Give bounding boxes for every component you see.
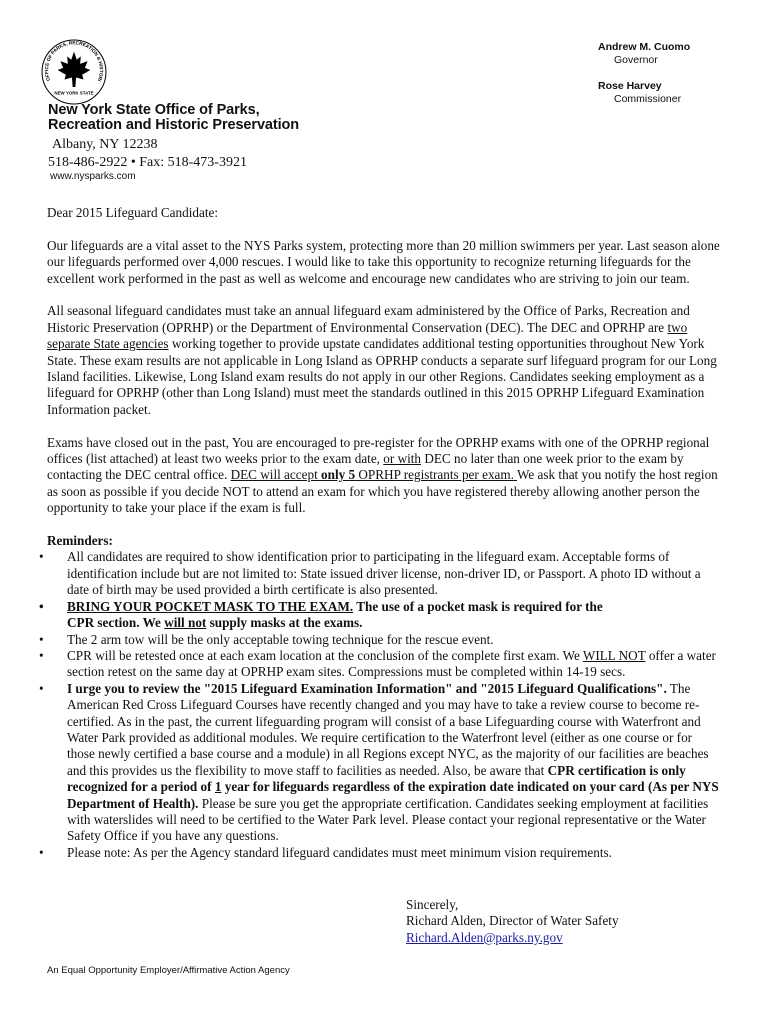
reminder-cpr-recognition: CPR certification is only recognized for a period of [67, 762, 686, 795]
para3-text-a: Exams have closed out in the past, You are encouraged to pre-register for the OPRHP exams with one of the OPRHP regional offices (list attached) at least two weeks prior to the exam date, [47, 434, 710, 467]
para3-only-5: only 5 [321, 467, 356, 483]
reminder-text-a: CPR will be retested once at each exam location at the conclusion of the complete first exam. We [67, 647, 583, 663]
reminder-text: All candidates are required to show identification prior to participating in the lifeguard exam. Acceptable forms of identification include but are not limited to: State issued driver license, non-driver ID, or Passport. A photo ID without a date of birth may be used provided a birth certificate is also presented. [67, 549, 701, 598]
footer-eoe: An Equal Opportunity Employer/Affirmative Action Agency [47, 965, 290, 976]
salutation: Dear 2015 Lifeguard Candidate: [47, 205, 219, 220]
bullet: • [39, 647, 44, 663]
para2-text-c: working together to provide upstate candidates additional testing opportunities throughout New York State. These exam results are not applicable in Long Island as OPRHP conducts a separate surf lifeguard program for our Long Island facilities. Likewise, Long Island exam results do not apply in our other Regions. Candidates seeking employment as a lifeguard for OPRHP (other than Long Island) must meet the standards outlined in this 2015 OPRHP Lifeguard Examination Information packet. [47, 336, 717, 417]
governor-name: Andrew M. Cuomo [598, 41, 691, 53]
address-city: Albany, NY 12238 [52, 137, 158, 152]
reminders-heading: Reminders: [47, 533, 113, 549]
reminder-review-heading: I urge you to review the "2015 Lifeguard Examination Information" and "2015 Lifeguard Qualifications". [67, 680, 667, 696]
reminder-text: The 2 arm tow will be the only acceptable towing technique for the rescue event. [67, 631, 494, 647]
bullet: • [39, 680, 44, 696]
reminder-cpr-retest [39, 647, 723, 681]
reminder-vision [39, 844, 723, 861]
reminder-review-docs [39, 680, 723, 845]
org-name-line1: New York State Office of Parks, [48, 102, 260, 118]
paragraph-exam-agencies [47, 303, 723, 418]
paragraph-intro: Our lifeguards are a vital asset to the NYS Parks system, protecting more than 20 million swimmers per year. Last season alone our lifeguards performed over 4,000 rescues. I would like to take this opportunity to recognize returning lifeguards for the excellent work performed in the past as well as welcome and encourage new candidates who are striving to join our team. [47, 237, 720, 286]
reminder-pocket-mask-text: The use of a pocket mask is required for the [353, 598, 603, 614]
reminder-pocket-mask-heading: BRING YOUR POCKET MASK TO THE EXAM. [67, 598, 354, 614]
contact-phone-fax [48, 154, 247, 172]
para3-underlined-registrants: OPRHP registrants per exam. [355, 467, 518, 483]
oprhp-seal-logo [40, 38, 108, 106]
reminder-will-not: WILL NOT [582, 647, 646, 663]
signer-email-link[interactable]: Richard.Alden@parks.ny.gov [406, 929, 563, 945]
letter-body [39, 205, 723, 861]
signer-name: Richard Alden, Director of Water Safety [406, 913, 619, 929]
reminders-list [39, 549, 723, 861]
organization-name [48, 103, 299, 133]
bullet: • [39, 631, 44, 647]
reminder-identification [39, 549, 723, 598]
address-block [48, 136, 247, 171]
para3-underlined-dec: DEC will accept [230, 467, 322, 483]
closing: Sincerely, [406, 897, 459, 912]
para2-underlined: two separate State agencies [47, 319, 688, 352]
reminder-cpr-a: CPR section. We [67, 615, 165, 631]
bullet: • [39, 598, 44, 614]
bullet: • [39, 844, 44, 860]
bullet: • [39, 549, 44, 565]
reminder-arm-tow [39, 631, 723, 648]
org-name-line2: Recreation and Historic Preservation [48, 117, 300, 133]
maple-leaf-icon [58, 52, 91, 87]
commissioner-title: Commissioner [614, 93, 682, 105]
reminder-text: Please note: As per the Agency standard lifeguard candidates must meet minimum vision requirements. [67, 844, 612, 860]
reminder-pocket-mask [39, 598, 723, 632]
reminder-text-b: Please be sure you get the appropriate certification. Candidates seeking employment at facilities with waterslides will need to be certified to the Water Park level. Please contact your regional representative or the Water Safety Office if you have any questions. [67, 795, 709, 844]
reminder-text-b: offer a water section retest on the same day at OPRHP exam sites. Compressions must be completed within 14-19 secs. [67, 647, 716, 680]
reminder-cpr-line [67, 615, 362, 630]
reminder-cpr-recognition-end: year for lifeguards regardless of the expiration date indicated on your card (As per NYS Department of Health). [67, 779, 719, 811]
paragraph-registration [47, 435, 723, 517]
governor-title: Governor [614, 54, 658, 66]
signoff-block [406, 897, 619, 946]
website-link[interactable]: www.nysparks.com [50, 171, 136, 182]
reminder-text-a: The American Red Cross Lifeguard Courses have recently changed and you may have to take a review course to become re-certified. As in the past, the current lifeguarding program will consist of a base Lifeguarding course with Waterfront and Water Park provided as additional modules. We require certification to the Waterfront level (either as one course or for those newly certified a base course and a module) in all Regions except NYC, as the majority of our facilities are beaches and this provides us the flexibility to move staff to facilities as needed. Also, be aware that [67, 680, 709, 778]
seal-arc-text: OFFICE OF PARKS, RECREATION & HISTORI [45, 41, 103, 82]
reminder-cpr-b: supply masks at the exams. [206, 615, 363, 631]
fax-number: • Fax: 518-473-3921 [130, 154, 247, 170]
para3-text-g: We ask that you notify the host region as soon as possible if you decide NOT to attend an exam for which you have registered thereby allowing another person the opportunity to take your place if the exam is full. [47, 467, 718, 516]
officials-block [598, 41, 728, 106]
reminder-one-year: 1 [214, 779, 222, 795]
para3-underlined-or-with: or with [383, 451, 422, 467]
para3-text-c: DEC no later than one week prior to the exam by contacting the DEC central office. [47, 451, 684, 483]
seal-state-text: NEW YORK STATE [54, 90, 94, 96]
commissioner-name: Rose Harvey [598, 80, 662, 92]
phone-number: 518-486-2922 [48, 154, 128, 170]
reminder-cpr-will-not: will not [164, 615, 207, 631]
para2-text-a: All seasonal lifeguard candidates must take an annual lifeguard exam administered by the Office of Parks, Recreation and Historic Preservation (OPRHP) or the Department of Environmental Conservation (DEC). The DEC and OPRHP are [47, 303, 690, 335]
